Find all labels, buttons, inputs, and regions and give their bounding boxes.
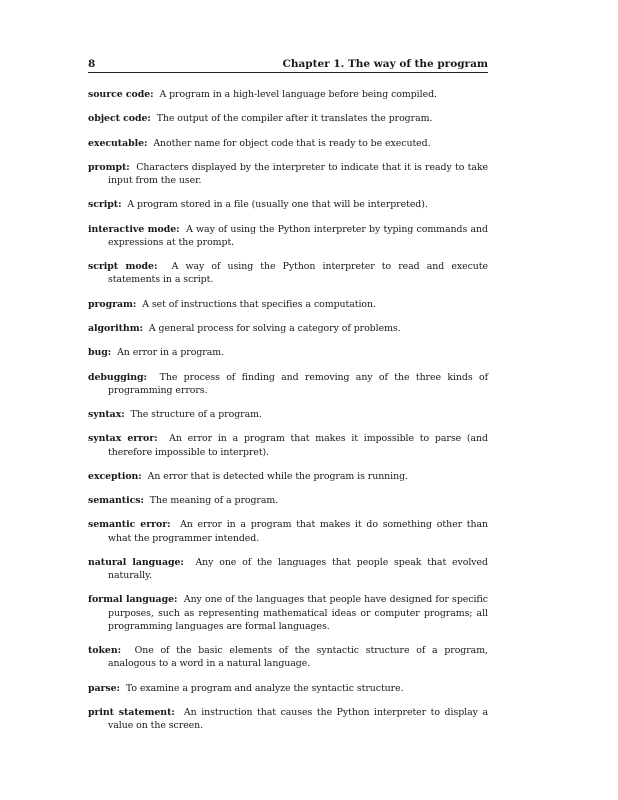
page-number: 8 xyxy=(88,58,96,70)
glossary-term: debugging: xyxy=(88,371,147,383)
glossary-definition: The meaning of a program. xyxy=(149,495,279,507)
glossary-definition: An error in a program that makes it impossible to parse (and therefore impossible to interpret). xyxy=(108,433,488,458)
glossary-definition: A program stored in a file (usually one that will be interpreted). xyxy=(127,199,428,211)
glossary-term: syntax: xyxy=(88,409,125,421)
glossary-entry xyxy=(88,556,488,582)
glossary-definition: The structure of a program. xyxy=(130,409,262,421)
glossary-entry xyxy=(88,706,488,732)
glossary-term: script mode: xyxy=(88,261,158,273)
glossary-term: source code: xyxy=(88,89,154,100)
glossary-term: object code: xyxy=(88,113,151,125)
glossary-term: script: xyxy=(88,199,122,211)
glossary-entry xyxy=(88,88,488,101)
glossary-definition: An instruction that causes the Python interpreter to display a value on the screen. xyxy=(108,706,488,732)
glossary-term: algorithm: xyxy=(88,322,143,334)
glossary-definition: The process of finding and removing any of the three kinds of programming errors. xyxy=(108,371,488,396)
glossary-term: executable: xyxy=(88,137,148,149)
glossary-term: interactive mode: xyxy=(88,223,180,235)
glossary-definition: An error that is detected while the program is running. xyxy=(147,470,408,482)
glossary-term: prompt: xyxy=(88,161,130,173)
glossary-definition: To examine a program and analyze the syntactic structure. xyxy=(125,682,404,694)
glossary-entry xyxy=(88,494,488,507)
glossary-term: print statement: xyxy=(88,706,175,718)
glossary-entry xyxy=(88,161,488,187)
glossary-entry xyxy=(88,518,488,544)
glossary-term: token: xyxy=(88,645,122,657)
glossary-definition: A way of using the Python interpreter by typing commands and expressions at the prompt. xyxy=(108,223,488,248)
document-page xyxy=(88,58,488,743)
glossary-entry xyxy=(88,682,488,695)
glossary-entry xyxy=(88,260,488,286)
glossary-definition: Any one of the languages that people have designed for specific purposes, such as representing mathematical ideas or computer programs; all programming languages are formal languages. xyxy=(108,594,488,632)
glossary-definition: A set of instructions that specifies a computation. xyxy=(142,298,376,310)
glossary-term: exception: xyxy=(88,470,142,482)
glossary-definition: Another name for object code that is ready to be executed. xyxy=(153,137,431,149)
glossary-definition: A program in a high-level language before being compiled. xyxy=(159,89,437,100)
glossary-term: formal language: xyxy=(88,594,178,606)
glossary-term: bug: xyxy=(88,347,112,359)
glossary-definition: An error in a program that makes it do something other than what the programmer intended. xyxy=(108,519,489,544)
glossary-entry xyxy=(88,298,488,311)
glossary-entry xyxy=(88,198,488,211)
glossary-term: semantic error: xyxy=(88,519,171,531)
glossary-term: parse: xyxy=(88,682,120,694)
glossary-definition: Characters displayed by the interpreter to indicate that it is ready to take input from the user. xyxy=(108,161,488,187)
glossary-term: syntax error: xyxy=(88,433,158,445)
running-header xyxy=(88,58,488,73)
glossary-definition: The output of the compiler after it translates the program. xyxy=(156,113,433,125)
glossary-term: semantics: xyxy=(88,495,144,507)
glossary-definition: Any one of the languages that people speak that evolved naturally. xyxy=(108,556,488,582)
glossary-term: natural language: xyxy=(88,556,184,568)
glossary-list xyxy=(88,88,488,732)
chapter-title: Chapter 1. The way of the program xyxy=(282,58,488,70)
glossary-definition: A way of using the Python interpreter to read and execute statements in a script. xyxy=(108,261,488,286)
glossary-entry xyxy=(88,408,488,421)
glossary-entry xyxy=(88,593,488,633)
glossary-entry xyxy=(88,470,488,483)
glossary-entry xyxy=(88,644,488,670)
glossary-entry xyxy=(88,223,488,249)
glossary-entry xyxy=(88,432,488,458)
glossary-definition: One of the basic elements of the syntactic structure of a program, analogous to a word in a natural language. xyxy=(108,645,488,670)
glossary-definition: An error in a program. xyxy=(117,347,225,359)
glossary-entry xyxy=(88,322,488,335)
glossary-definition: A general process for solving a category of problems. xyxy=(148,322,401,334)
glossary-entry xyxy=(88,346,488,359)
glossary-term: program: xyxy=(88,298,137,310)
glossary-entry xyxy=(88,112,488,125)
glossary-entry xyxy=(88,137,488,150)
glossary-entry xyxy=(88,371,488,397)
